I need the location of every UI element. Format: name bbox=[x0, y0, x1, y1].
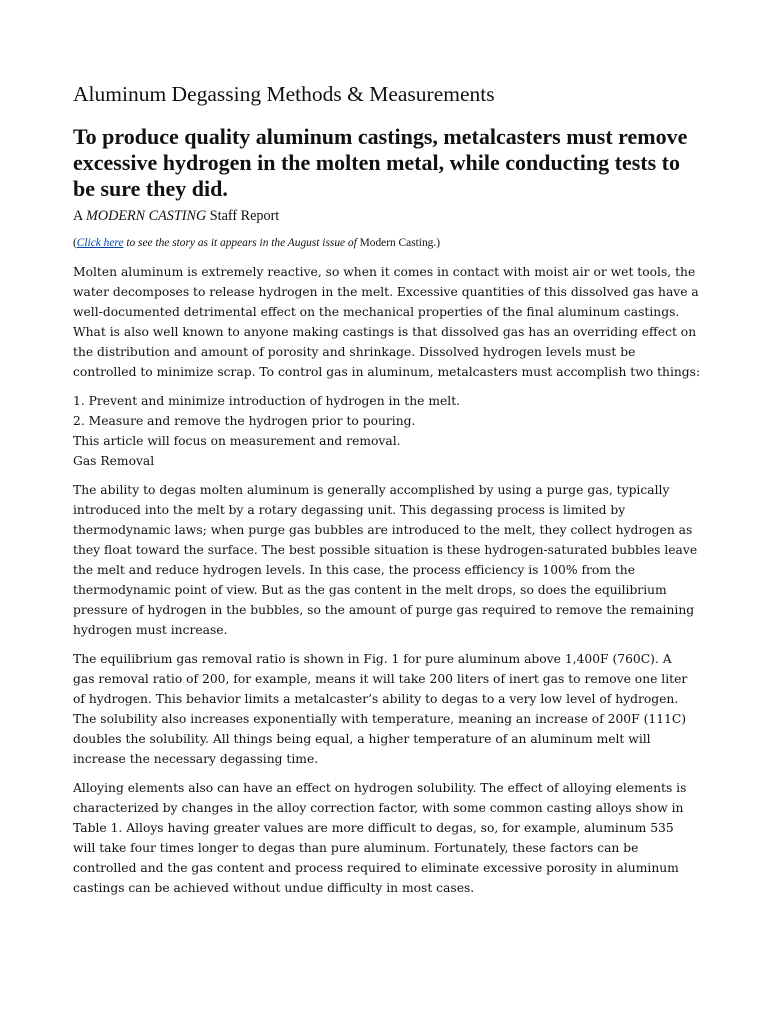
paragraph-line: controlled and the gas content and process required to eliminate excessive porosity in aluminum bbox=[73, 861, 679, 875]
note-open-paren: ( bbox=[73, 237, 77, 249]
list-item: 2. Measure and remove the hydrogen prior to pouring. bbox=[73, 414, 416, 428]
paragraph-4 bbox=[73, 778, 699, 898]
paragraph-line: will take four times longer to degas than pure aluminum. Fortunately, these factors can be bbox=[73, 841, 639, 855]
paragraph-line: thermodynamic laws; when purge gas bubbles are introduced to the melt, they collect hydrogen as bbox=[73, 523, 693, 537]
steps-list bbox=[73, 391, 699, 471]
paragraph-line: controlled to minimize scrap. To control gas in aluminum, metalcasters must accomplish two things: bbox=[73, 365, 701, 379]
focus-statement: This article will focus on measurement and removal. bbox=[73, 434, 401, 448]
paragraph-line: hydrogen must increase. bbox=[73, 623, 228, 637]
section-heading-gas-removal: Gas Removal bbox=[73, 454, 155, 468]
paragraph-line: water decomposes to release hydrogen in the melt. Excessive quantities of this dissolved gas have a bbox=[73, 285, 699, 299]
byline-suffix: Staff Report bbox=[206, 208, 280, 224]
paragraph-line: What is also well known to anyone making castings is that dissolved gas has an overriding effect on bbox=[73, 325, 697, 339]
paragraph-line: gas removal ratio of 200, for example, means it will take 200 liters of inert gas to remove one liter bbox=[73, 672, 688, 686]
paragraph-line: well-documented detrimental effect on the mechanical properties of the final aluminum castings. bbox=[73, 305, 680, 319]
paragraph-line: thermodynamic point of view. But as the gas content in the melt drops, so does the equilibrium bbox=[73, 583, 667, 597]
byline bbox=[73, 208, 279, 225]
note-middle-text: to see the story as it appears in the August issue of bbox=[123, 237, 360, 249]
paragraph-1 bbox=[73, 262, 699, 382]
paragraph-line: the melt and reduce hydrogen levels. In this case, the process efficiency is 100% from the bbox=[73, 563, 635, 577]
paragraph-line: of hydrogen. This behavior limits a metalcaster’s ability to degas to a very low level of hydrogen. bbox=[73, 692, 679, 706]
paragraph-line: increase the necessary degassing time. bbox=[73, 752, 319, 766]
byline-prefix: A bbox=[73, 208, 87, 224]
paragraph-line: Molten aluminum is extremely reactive, so when it comes in contact with moist air or wet tools, the bbox=[73, 265, 696, 279]
paragraph-line: The solubility also increases exponentially with temperature, meaning an increase of 200F (111C) bbox=[73, 712, 687, 726]
click-here-link[interactable]: Click here bbox=[76, 237, 124, 249]
paragraph-line: doubles the solubility. All things being equal, a higher temperature of an aluminum melt will bbox=[73, 732, 651, 746]
paragraph-line: Alloying elements also can have an effect on hydrogen solubility. The effect of alloying elements is bbox=[73, 781, 687, 795]
paragraph-2 bbox=[73, 480, 699, 640]
paragraph-line: The ability to degas molten aluminum is generally accomplished by using a purge gas, typically bbox=[73, 483, 670, 497]
paragraph-line: characterized by changes in the alloy correction factor, with some common casting alloys show in bbox=[73, 801, 684, 815]
paragraph-line: introduced into the melt by a rotary degassing unit. This degassing process is limited by bbox=[73, 503, 626, 517]
note-publication: Modern Casting bbox=[359, 237, 434, 249]
article-subtitle: To produce quality aluminum castings, metalcasters must remove excessive hydrogen in the molten metal, while conducting tests to be sure they did. bbox=[73, 124, 688, 201]
list-item: 1. Prevent and minimize introduction of hydrogen in the melt. bbox=[73, 394, 461, 408]
paragraph-line: they float toward the surface. The best possible situation is these hydrogen-saturated bubbles leave bbox=[73, 543, 698, 557]
article-title: Aluminum Degassing Methods & Measurements bbox=[73, 82, 495, 106]
paragraph-line: The equilibrium gas removal ratio is shown in Fig. 1 for pure aluminum above 1,400F (760C). A bbox=[73, 652, 672, 666]
paragraph-3 bbox=[73, 649, 699, 769]
byline-publication: MODERN CASTING bbox=[86, 208, 207, 224]
paragraph-line: pressure of hydrogen in the bubbles, so the amount of purge gas required to remove the remaining bbox=[73, 603, 695, 617]
paragraph-line: the distribution and amount of porosity and shrinkage. Dissolved hydrogen levels must be bbox=[73, 345, 636, 359]
issue-note bbox=[73, 237, 440, 249]
note-close-paren: .) bbox=[433, 237, 441, 249]
paragraph-line: castings can be achieved without undue difficulty in most cases. bbox=[73, 881, 475, 895]
paragraph-line: Table 1. Alloys having greater values are more difficult to degas, so, for example, aluminum 535 bbox=[73, 821, 674, 835]
